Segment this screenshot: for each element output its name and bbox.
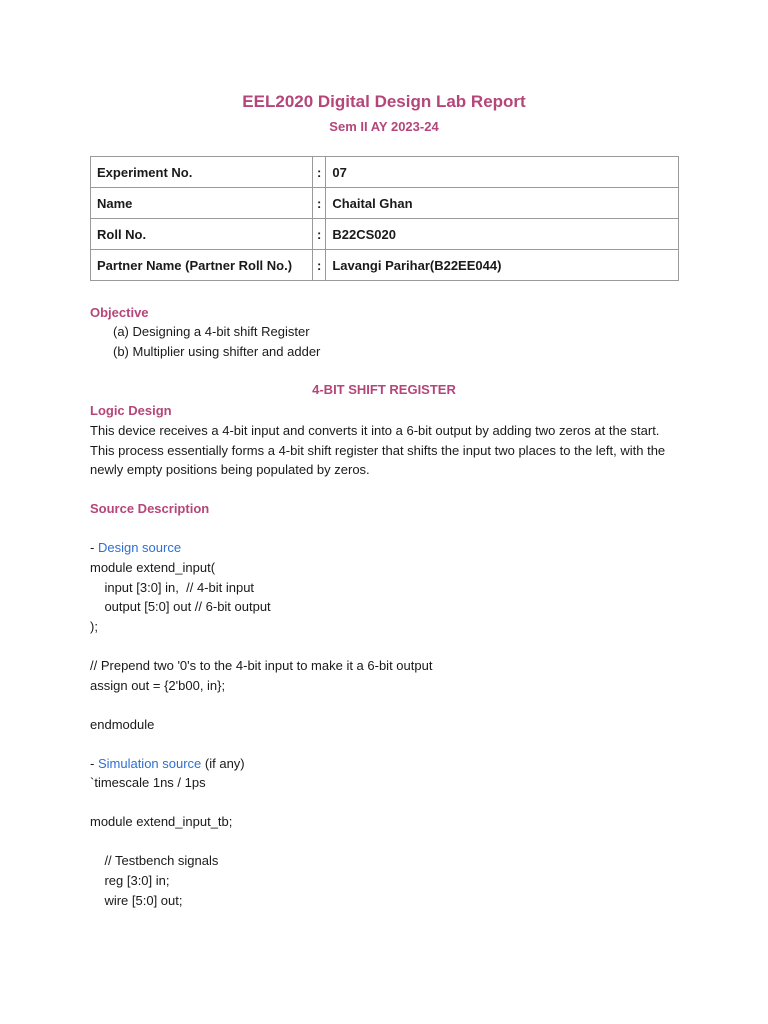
code-line: module extend_input_tb; <box>90 814 233 830</box>
code-line <box>90 636 432 656</box>
code-line <box>90 832 232 852</box>
code-line: endmodule <box>90 716 155 732</box>
simulation-source-prefix: - <box>90 756 98 771</box>
code-line: reg [3:0] in; <box>90 872 170 888</box>
objective-heading: Objective <box>90 305 149 320</box>
info-label: Roll No. <box>91 219 313 250</box>
code-line: module extend_input( <box>90 560 216 575</box>
table-row <box>91 157 679 188</box>
source-description-heading: Source Description <box>90 501 210 516</box>
info-label: Experiment No. <box>91 157 313 188</box>
simulation-source-suffix: (if any) <box>201 756 245 771</box>
code-line <box>90 793 232 813</box>
info-separator: : <box>313 157 326 188</box>
code-line: wire [5:0] out; <box>90 892 183 908</box>
code-line: // Prepend two '0's to the 4-bit input to make it a 6-bit output <box>90 657 433 673</box>
code-line: `timescale 1ns / 1ps <box>90 775 206 790</box>
table-row <box>91 250 679 281</box>
section-title: 4-BIT SHIFT REGISTER <box>312 382 456 397</box>
table-row <box>91 188 679 219</box>
code-line: output [5:0] out // 6-bit output <box>90 599 271 615</box>
table-row <box>91 219 679 250</box>
simulation-source-link[interactable]: Simulation source <box>97 756 202 771</box>
report-subtitle: Sem II AY 2023-24 <box>329 119 439 134</box>
info-value: Lavangi Parihar(B22EE044) <box>326 250 679 281</box>
info-table <box>90 156 679 281</box>
info-separator: : <box>313 250 326 281</box>
design-code-block <box>90 558 432 734</box>
info-separator: : <box>313 219 326 250</box>
list-item: (b) Multiplier using shifter and adder <box>113 344 321 359</box>
design-source-link[interactable]: Design source <box>97 540 182 555</box>
logic-design-text: This device receives a 4-bit input and converts it into a 6-bit output by adding two zeros at the start. This process essentially forms a 4-bit shift register that shifts the input two places to the left, with the newly empty positions being populated by zeros. <box>90 423 666 478</box>
code-line: // Testbench signals <box>90 853 219 869</box>
simulation-source-line <box>90 754 690 774</box>
info-label: Name <box>91 188 313 219</box>
design-source-line <box>90 538 690 558</box>
info-value: Chaital Ghan <box>326 188 679 219</box>
info-value: B22CS020 <box>326 219 679 250</box>
design-source-prefix: - <box>90 540 98 555</box>
code-line: assign out = {2'b00, in}; <box>90 677 226 693</box>
simulation-code-block <box>90 773 232 910</box>
report-title: EEL2020 Digital Design Lab Report <box>242 92 526 111</box>
info-value: 07 <box>326 157 679 188</box>
info-label: Partner Name (Partner Roll No.) <box>91 250 313 281</box>
code-line: input [3:0] in, // 4-bit input <box>90 579 255 595</box>
objective-list <box>113 322 320 362</box>
logic-design-heading: Logic Design <box>90 403 172 418</box>
info-separator: : <box>313 188 326 219</box>
list-item: (a) Designing a 4-bit shift Register <box>113 324 310 339</box>
code-line: ); <box>90 618 98 634</box>
code-line <box>90 695 432 715</box>
